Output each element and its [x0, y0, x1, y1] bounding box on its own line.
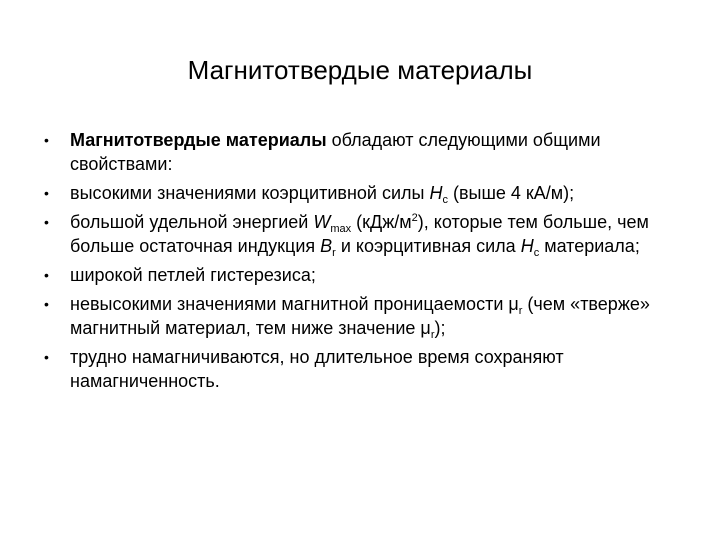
subscript: max [330, 223, 352, 235]
list-item-text: трудно намагничиваются, но длительное время сохраняют намагниченность. [70, 347, 564, 391]
list-item-text: ); [434, 318, 446, 338]
symbol-coercive-force: H [520, 236, 534, 256]
bullet-icon: • [44, 267, 49, 283]
bullet-list [44, 128, 694, 398]
list-item [44, 263, 694, 287]
bullet-icon: • [44, 214, 49, 230]
list-item-text: и коэрцитивная сила [335, 236, 521, 256]
list-item-text: (кДж/м [351, 212, 412, 232]
list-item-text: обладают следующими общими свойствами: [70, 130, 601, 174]
bullet-icon: • [44, 185, 49, 201]
subscript: r [518, 305, 523, 317]
list-item-text: (выше 4 кА/м); [447, 183, 575, 203]
list-item-text: ), которые тем больше, чем больше остаточная индукция [70, 212, 649, 256]
slide-title: Магнитотвердые материалы [187, 55, 533, 85]
list-item-text: (чем «тверже» магнитный материал, тем ниже значение μ [70, 294, 650, 338]
bullet-icon: • [44, 349, 49, 365]
list-item-text: материала; [539, 236, 640, 256]
subscript: r [332, 247, 336, 259]
list-item [44, 345, 694, 393]
list-item [44, 181, 694, 205]
symbol-induction: B [320, 236, 333, 256]
list-item [44, 292, 694, 340]
list-item-bold-term: Магнитотвердые материалы [70, 130, 327, 150]
list-item-text: большой удельной энергией [70, 212, 314, 232]
bullet-icon: • [44, 132, 49, 148]
subscript: c [533, 247, 540, 259]
symbol-energy: W [313, 212, 331, 232]
list-item-text: невысокими значениями магнитной проницаемости μ [70, 294, 519, 314]
list-item [44, 210, 694, 258]
list-item-text: широкой петлей гистерезиса; [70, 265, 316, 285]
list-item [44, 128, 694, 176]
symbol-coercive-force: H [429, 183, 443, 203]
list-item-text: высокими значениями коэрцитивной силы [70, 183, 430, 203]
bullet-icon: • [44, 296, 49, 312]
subscript: c [442, 194, 448, 206]
subscript: r [430, 329, 435, 341]
superscript: 2 [411, 212, 418, 224]
